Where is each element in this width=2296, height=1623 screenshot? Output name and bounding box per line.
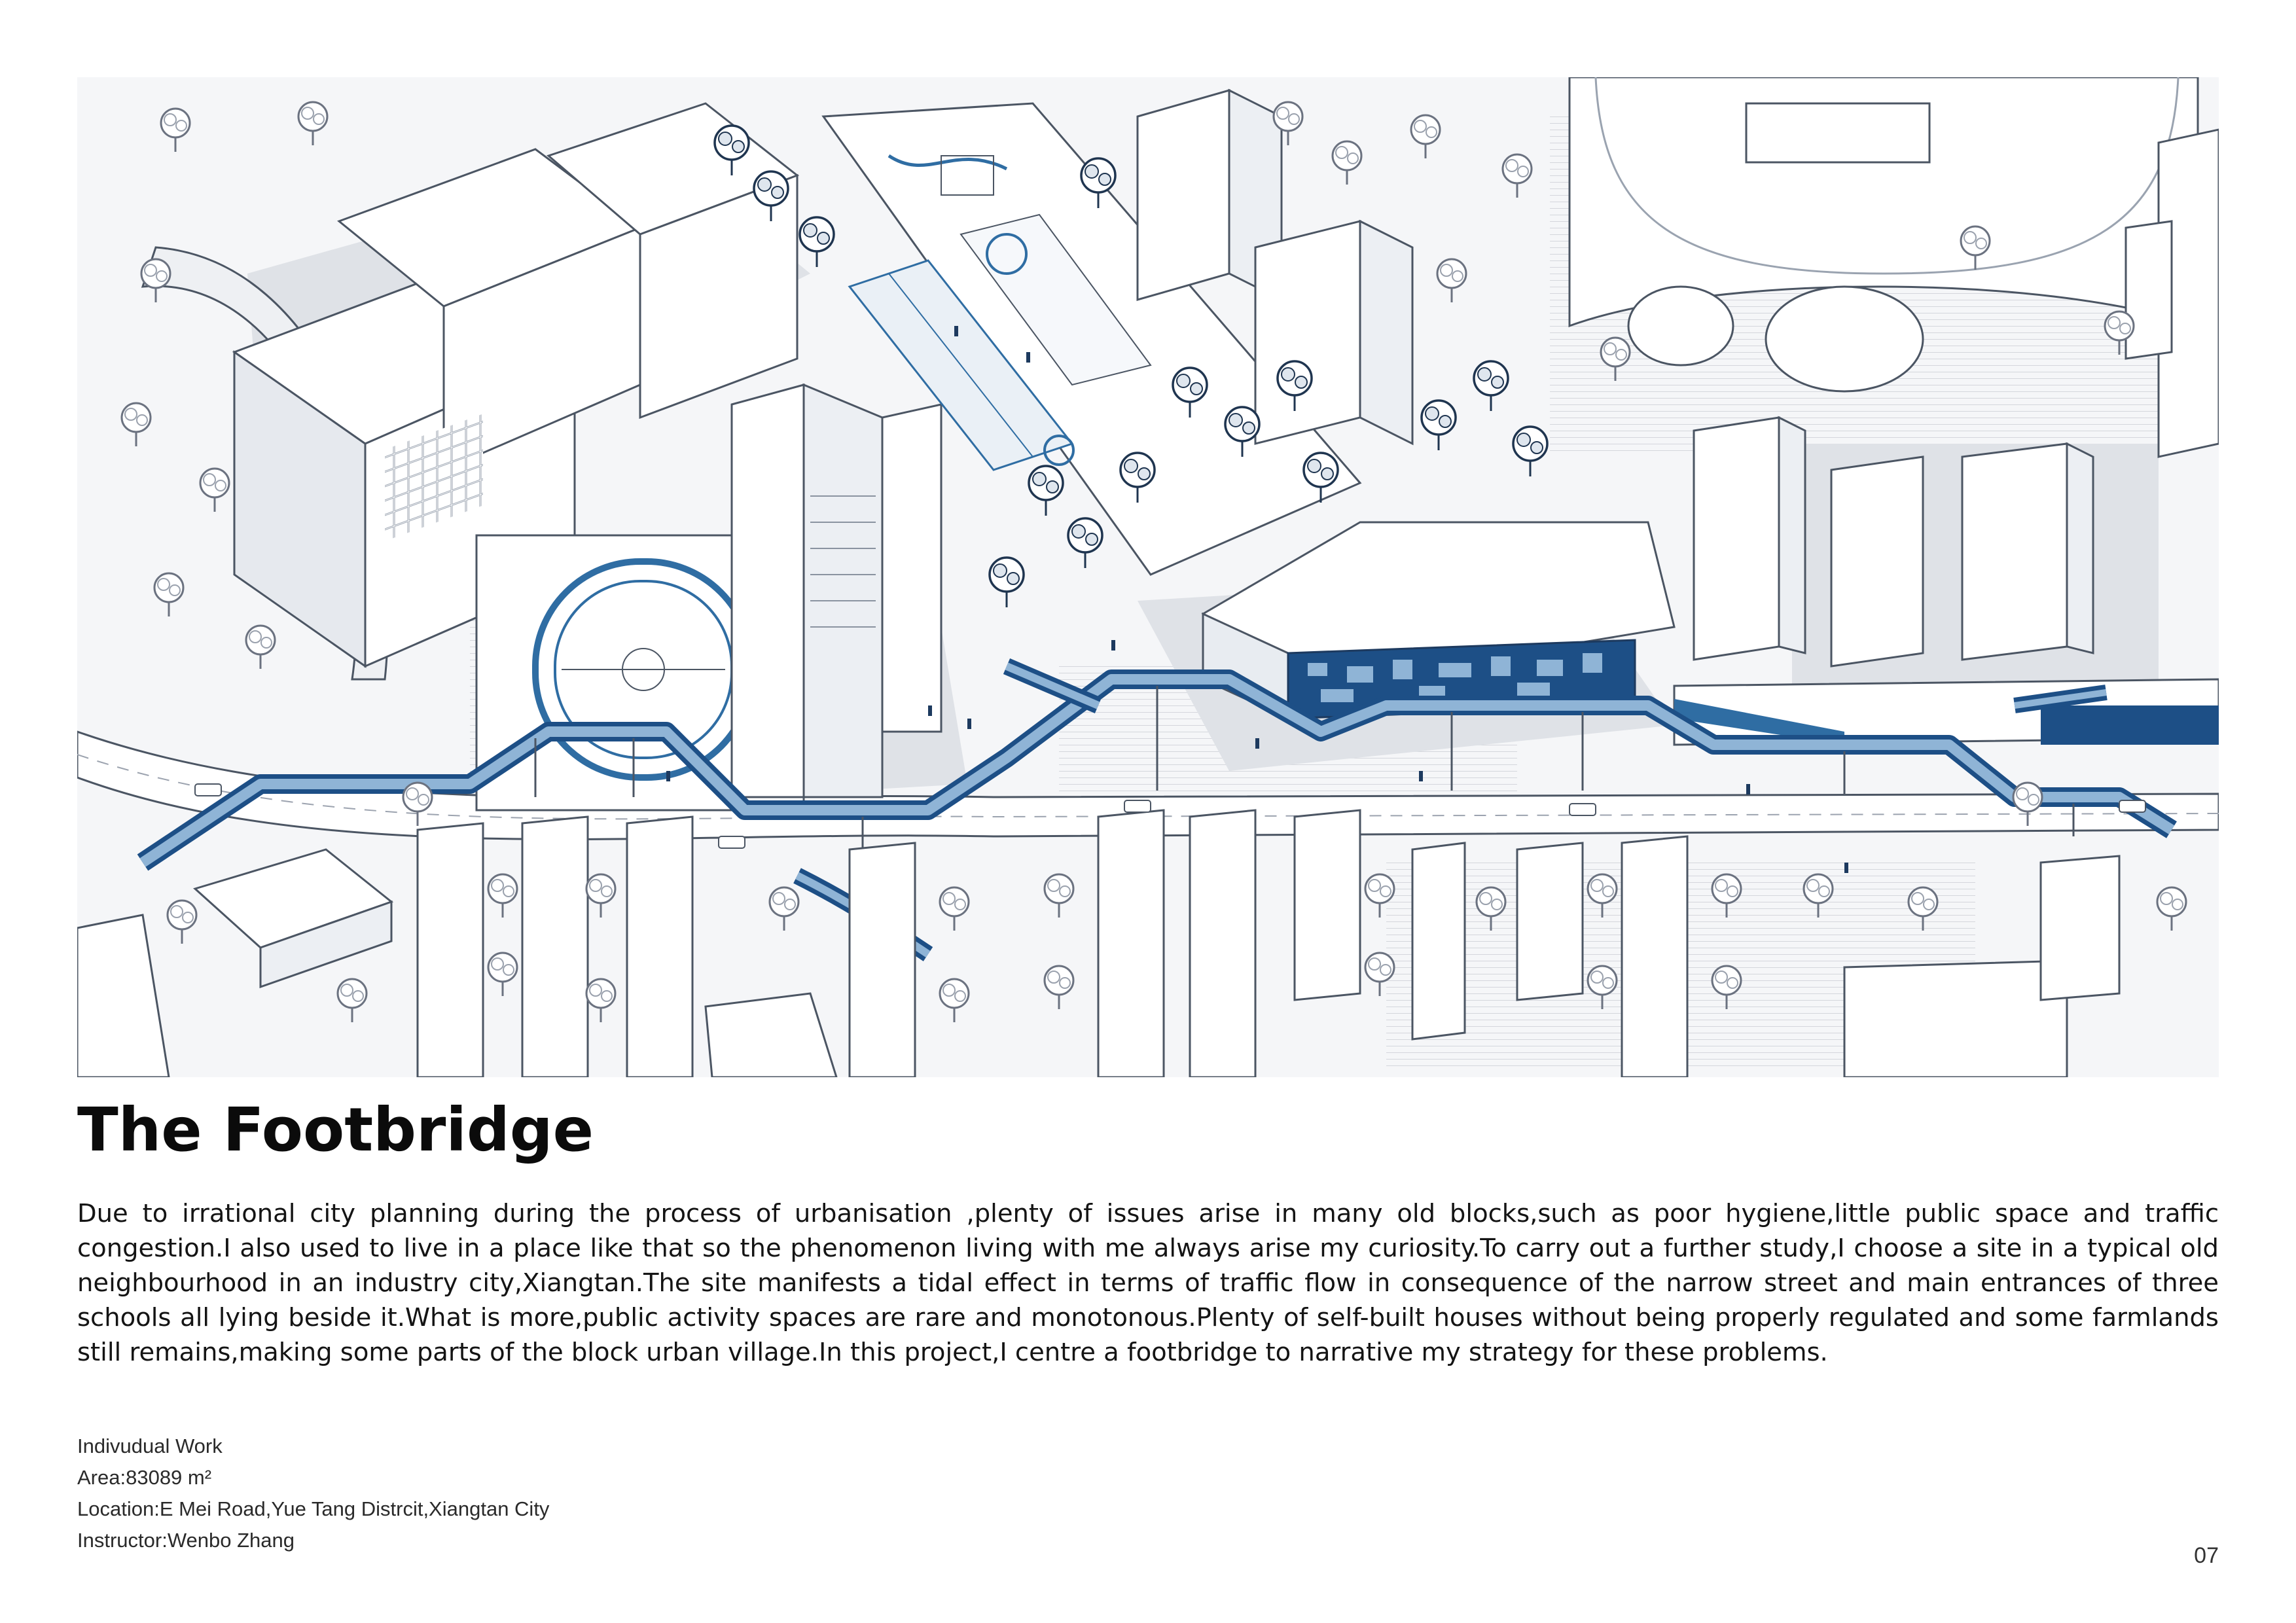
page-number: 07 [2194,1543,2219,1568]
site-illustration [77,77,2219,1077]
work-type: Indivudual Work [77,1435,223,1457]
axonometric-site-drawing [77,77,2219,1077]
page-title: The Footbridge [77,1095,594,1165]
project-description: Due to irrational city planning during the process of urbanisation ,plenty of issues arise in many old blocks,such as poor hygiene,little public space and traffic congestion.I also used to live in a place like that so the phenomenon living with me always arise my curiosity.To carry out a further study,I choose a site in a typical old neighbourhood in an industry city,Xiangtan.The site manifests a tidal effect in terms of traffic flow in consequence of the narrow street and main entrances of three schools all lying beside it.What is more,public activity spaces are rare and monotonous.Plenty of self-built houses without being properly regulated and some farmlands still remains,making some parts of the block urban village.In this project,I centre a footbridge to narrative my strategy for these problems. [77,1199,2219,1367]
site-area: Area:83089 m² [77,1466,212,1489]
site-location: Location:E Mei Road,Yue Tang Distrcit,Xiangtan City [77,1497,550,1520]
instructor: Instructor:Wenbo Zhang [77,1529,295,1552]
project-info [77,1431,549,1556]
